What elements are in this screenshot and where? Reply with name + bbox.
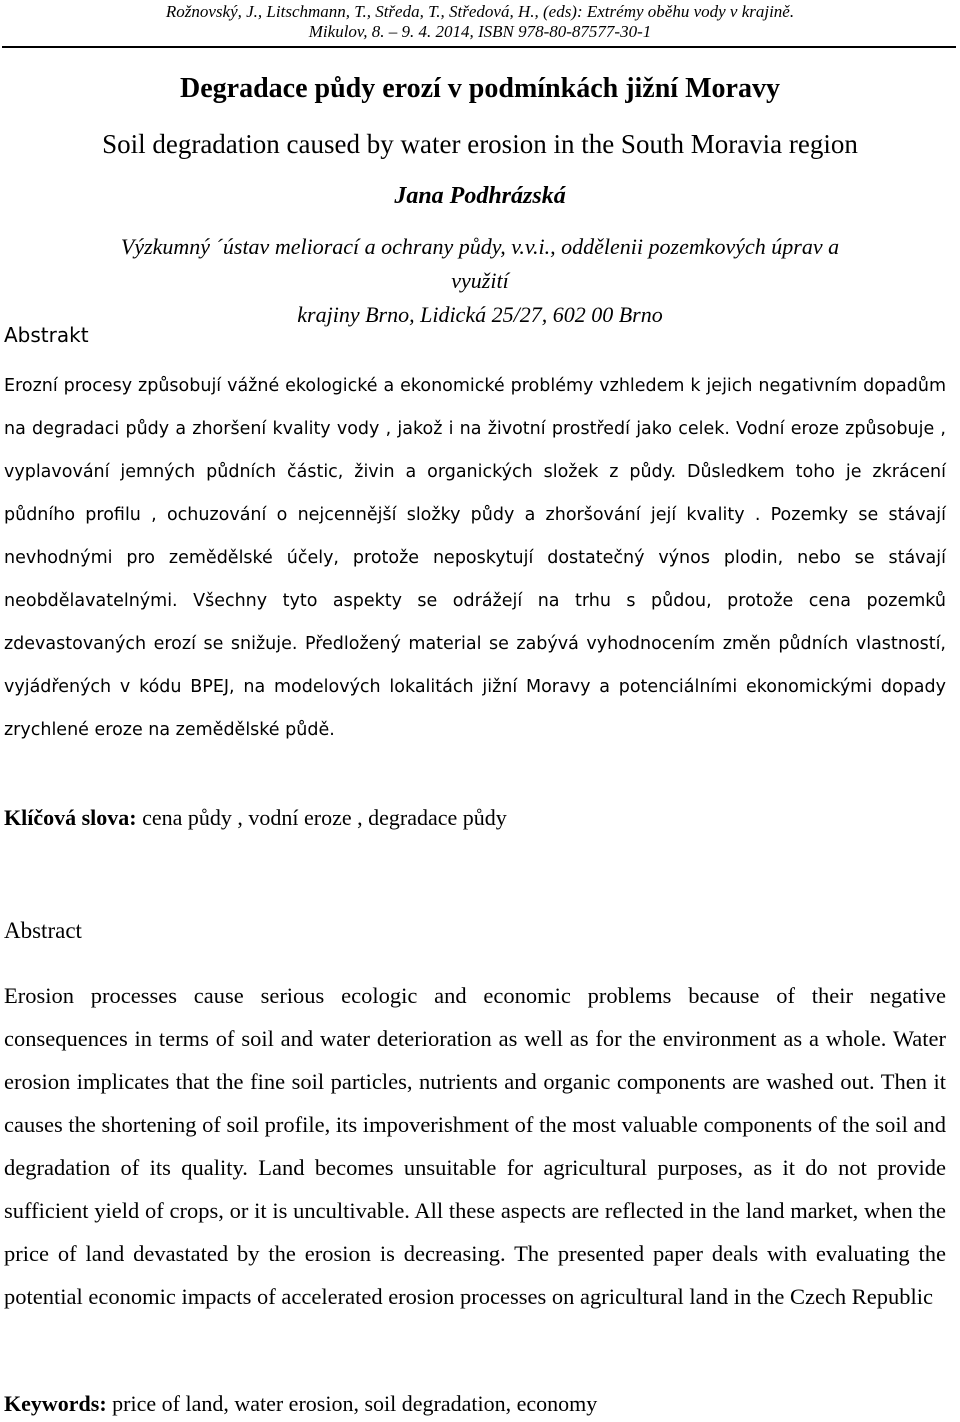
- keywords: [4, 1386, 946, 1422]
- keywords-label: Keywords:: [4, 1391, 107, 1416]
- klicova-slova: [4, 800, 946, 836]
- title-czech: Degradace půdy erozí v podmínkách jižní Moravy: [180, 73, 780, 104]
- title-english: Soil degradation caused by water erosion in the South Moravia region: [102, 129, 858, 159]
- affiliation-line-2: krajiny Brno, Lidická 25/27, 602 00 Brno: [297, 302, 663, 327]
- abstrakt-text: Erozní procesy způsobují vážné ekologické a ekonomické problémy vzhledem k jejich negativním dopadům na degradaci půdy a zhoršení kvality vody , jakož i na životní prostředí jako celek. Vodní eroze způsobuje , vyplavování jemných půdních částic, živin a organických složek z půdy. Důsledkem toho je zkrácení půdního profilu , ochuzování o nejcennější složky půdy a zhoršování její kvality . Pozemky se stávají nevhodnými pro zemědělské účely, protože neposkytují dostatečný výnos plodin, nebo se stávají neobdělavatelnými. Všechny tyto aspekty se odrážejí na trhu s půdou, protože cena pozemků zdevastovaných erozí se snižuje. Předložený material se zabývá vyhodnocením změn půdních vlastností, vyjádřených v kódu BPEJ, na modelových lokalitách jižní Moravy a potenciálními ekonomickými dopady zrychlené eroze na zemědělské půdě.: [4, 376, 946, 740]
- header-line-1: Rožnovský, J., Litschmann, T., Středa, T., Středová, H., (eds): Extrémy oběhu vody v krajině.: [165, 2, 795, 21]
- abstract-heading: Abstract: [4, 918, 82, 943]
- header-line-2: Mikulov, 8. – 9. 4. 2014, ISBN 978-80-87577-30-1: [308, 22, 652, 41]
- abstract-text: Erosion processes cause serious ecologic and economic problems because of their negative consequences in terms of soil and water deterioration as well as for the environment as a whole. Water erosion implicates that the fine soil particles, nutrients and organic components are washed out. Then it causes the shortening of soil profile, its impoverishment of the most valuable components of the soil and degradation of its quality. Land becomes unsuitable for agricultural purposes, as it do not provide sufficient yield of crops, or it is uncultivable. All these aspects are reflected in the land market, when the price of land devastated by the erosion is decreasing. The presented paper deals with evaluating the potential economic impacts of accelerated erosion processes on agricultural land in the Czech Republic: [4, 983, 946, 1309]
- author-affiliation: [120, 230, 840, 332]
- affiliation-line-1: Výzkumný ´ústav meliorací a ochrany půdy, v.v.i., oddělenii pozemkových úprav a využití: [120, 234, 840, 293]
- klicova-slova-label: Klíčová slova:: [4, 805, 137, 830]
- keywords-values: price of land, water erosion, soil degradation, economy: [106, 1391, 598, 1416]
- abstrakt-heading: Abstrakt: [4, 323, 89, 347]
- running-header: [0, 2, 960, 42]
- klicova-slova-values: cena půdy , vodní eroze , degradace půdy: [136, 805, 507, 830]
- author-name: Jana Podhrázská: [394, 183, 566, 209]
- header-divider: [2, 46, 956, 48]
